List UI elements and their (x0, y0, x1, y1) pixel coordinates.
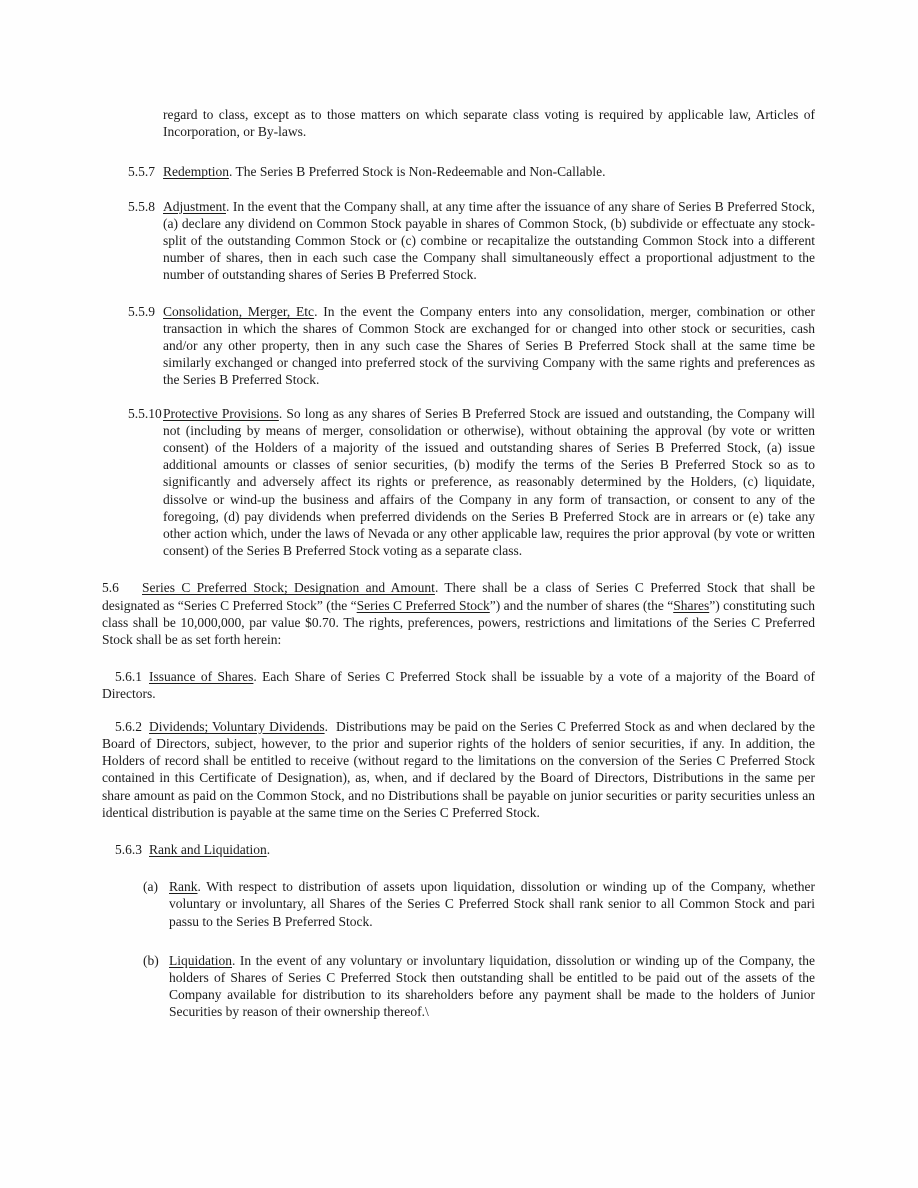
section-text: ”) constituting such class shall be 10,000,000, par value $0.70. The rights, preferences, powers, restrictions and limitations of the Series C Preferred Stock shall be as set forth herein: (102, 597, 815, 648)
section-5-5-7 (128, 163, 815, 180)
section-number: 5.6.1 (115, 669, 142, 685)
section-5-6-2 (102, 718, 815, 821)
section-text: . In the event that the Company shall, at any time after the issuance of any share of Series B Preferred Stock, (a) declare any dividend on Common Stock payable in shares of Common Stock, (b) subdivide or effectuate any stock-split of the outstanding Common Stock or (c) combine or recapitalize the outstanding Common Stock into a different number of shares, then in each such case the Company shall simultaneously effect a proportional adjustment to the number of outstanding shares of Series B Preferred Stock. (163, 198, 815, 283)
section-5-5-8 (128, 198, 815, 284)
section-5-6 (102, 579, 815, 648)
section-label: Protective Provisions (163, 405, 279, 421)
section-label: Dividends; Voluntary Dividends (149, 718, 325, 734)
section-text: . The Series B Preferred Stock is Non-Redeemable and Non-Callable. (229, 164, 606, 180)
section-number: 5.5.9 (128, 303, 155, 319)
subitem-text: . With respect to distribution of assets upon liquidation, dissolution or winding up of the Company, whether voluntary or involuntary, all Shares of the Series C Preferred Stock shall rank senior to all Common Stock and pari passu to the Series B Preferred Stock. (169, 879, 815, 929)
subitem-text: . In the event of any voluntary or involuntary liquidation, dissolution or winding up of the Company, the holders of Shares of Series C Preferred Stock then outstanding shall be entitled to be paid out of the assets of the Company available for distribution to its shareholders before any payment shall be made to the holders of Junior Securities by reason of their ownership thereof.\ (169, 952, 815, 1020)
section-number: 5.6.2 (115, 718, 142, 734)
section-number: 5.5.10 (128, 405, 162, 421)
section-number: 5.5.7 (128, 164, 155, 180)
subitem-a (143, 878, 815, 930)
subitem-label: Rank (169, 879, 198, 895)
section-text: . (266, 841, 271, 857)
list-marker: (a) (143, 879, 158, 895)
section-5-6-3 (102, 841, 815, 858)
defined-term: Series C Preferred Stock (356, 597, 490, 613)
section-label: Series C Preferred Stock; Designation and Amount (142, 580, 435, 596)
section-text: . Distributions may be paid on the Series C Preferred Stock as and when declared by the Board of Directors, subject, however, to the prior and superior rights of the holders of senior securities, if any. In addition, the Holders of record shall be entitled to receive (without regard to the limitations on the conversion of the Series C Preferred Stock contained in this Certificate of Designation), as, when, and if declared by the Board of Directors, Distributions in the same per share amount as paid on the Common Stock, and no Distributions shall be payable on junior securities or parity securities unless an identical distribution is payable at the same time on the Series C Preferred Stock. (102, 718, 815, 820)
section-label: Consolidation, Merger, Etc (163, 303, 315, 319)
section-label: Rank and Liquidation (149, 841, 267, 857)
list-marker: (b) (143, 952, 159, 968)
section-number: 5.5.8 (128, 198, 155, 214)
section-number: 5.6 (102, 580, 119, 596)
section-label: Redemption (163, 164, 229, 180)
subitem-label: Liquidation (169, 952, 232, 968)
intro-paragraph: regard to class, except as to those matters on which separate class voting is required by applicable law, Articles of Incorporation, or By-laws. (163, 107, 815, 140)
section-5-5-10 (128, 405, 816, 560)
section-text: . So long as any shares of Series B Preferred Stock are issued and outstanding, the Company will not (including by means of merger, consolidation or otherwise), without obtaining the approval (by vote or written consent) of the Holders of a majority of the issued and outstanding shares of Series B Preferred Stock, (a) issue additional amounts or classes of senior securities, (b) modify the terms of the Series B Preferred Stock so as to significantly and adversely affect its rights or preference, as reasonably determined by the Holders, (c) liquidate, dissolve or wind-up the business and affairs of the Company in any form of transaction, or consent to any of the foregoing, (d) pay dividends when preferred dividends on the Series B Preferred Stock are in arrears or (e) take any other action which, under the laws of Nevada or any other applicable law, requires the prior approval (by vote or written consent) of the Series B Preferred Stock voting as a separate class. (163, 405, 816, 559)
subitem-b (143, 952, 815, 1021)
section-label: Adjustment (163, 198, 226, 214)
defined-term: Shares (673, 597, 710, 613)
section-5-6-1 (102, 668, 815, 702)
section-number: 5.6.3 (115, 841, 142, 857)
section-label: Issuance of Shares (149, 669, 254, 685)
section-text: . There shall be a class of Series C Preferred Stock that shall be designated as “Series C Preferred Stock” (the “ (102, 580, 815, 613)
section-text: . Each Share of Series C Preferred Stock shall be issuable by a vote of a majority of the Board of Directors. (102, 669, 815, 702)
section-5-5-9 (128, 303, 816, 389)
section-text: ”) and the number of shares (the “ (489, 597, 674, 613)
section-text: . In the event the Company enters into any consolidation, merger, combination or other transaction in which the shares of Common Stock are exchanged for or changed into other stock or securities, cash and/or any other property, then in any such case the Shares of Series B Preferred Stock shall at the same time be similarly exchanged or changed into preferred stock of the surviving Company with the same rights and preferences as the Series B Preferred Stock. (163, 303, 816, 388)
